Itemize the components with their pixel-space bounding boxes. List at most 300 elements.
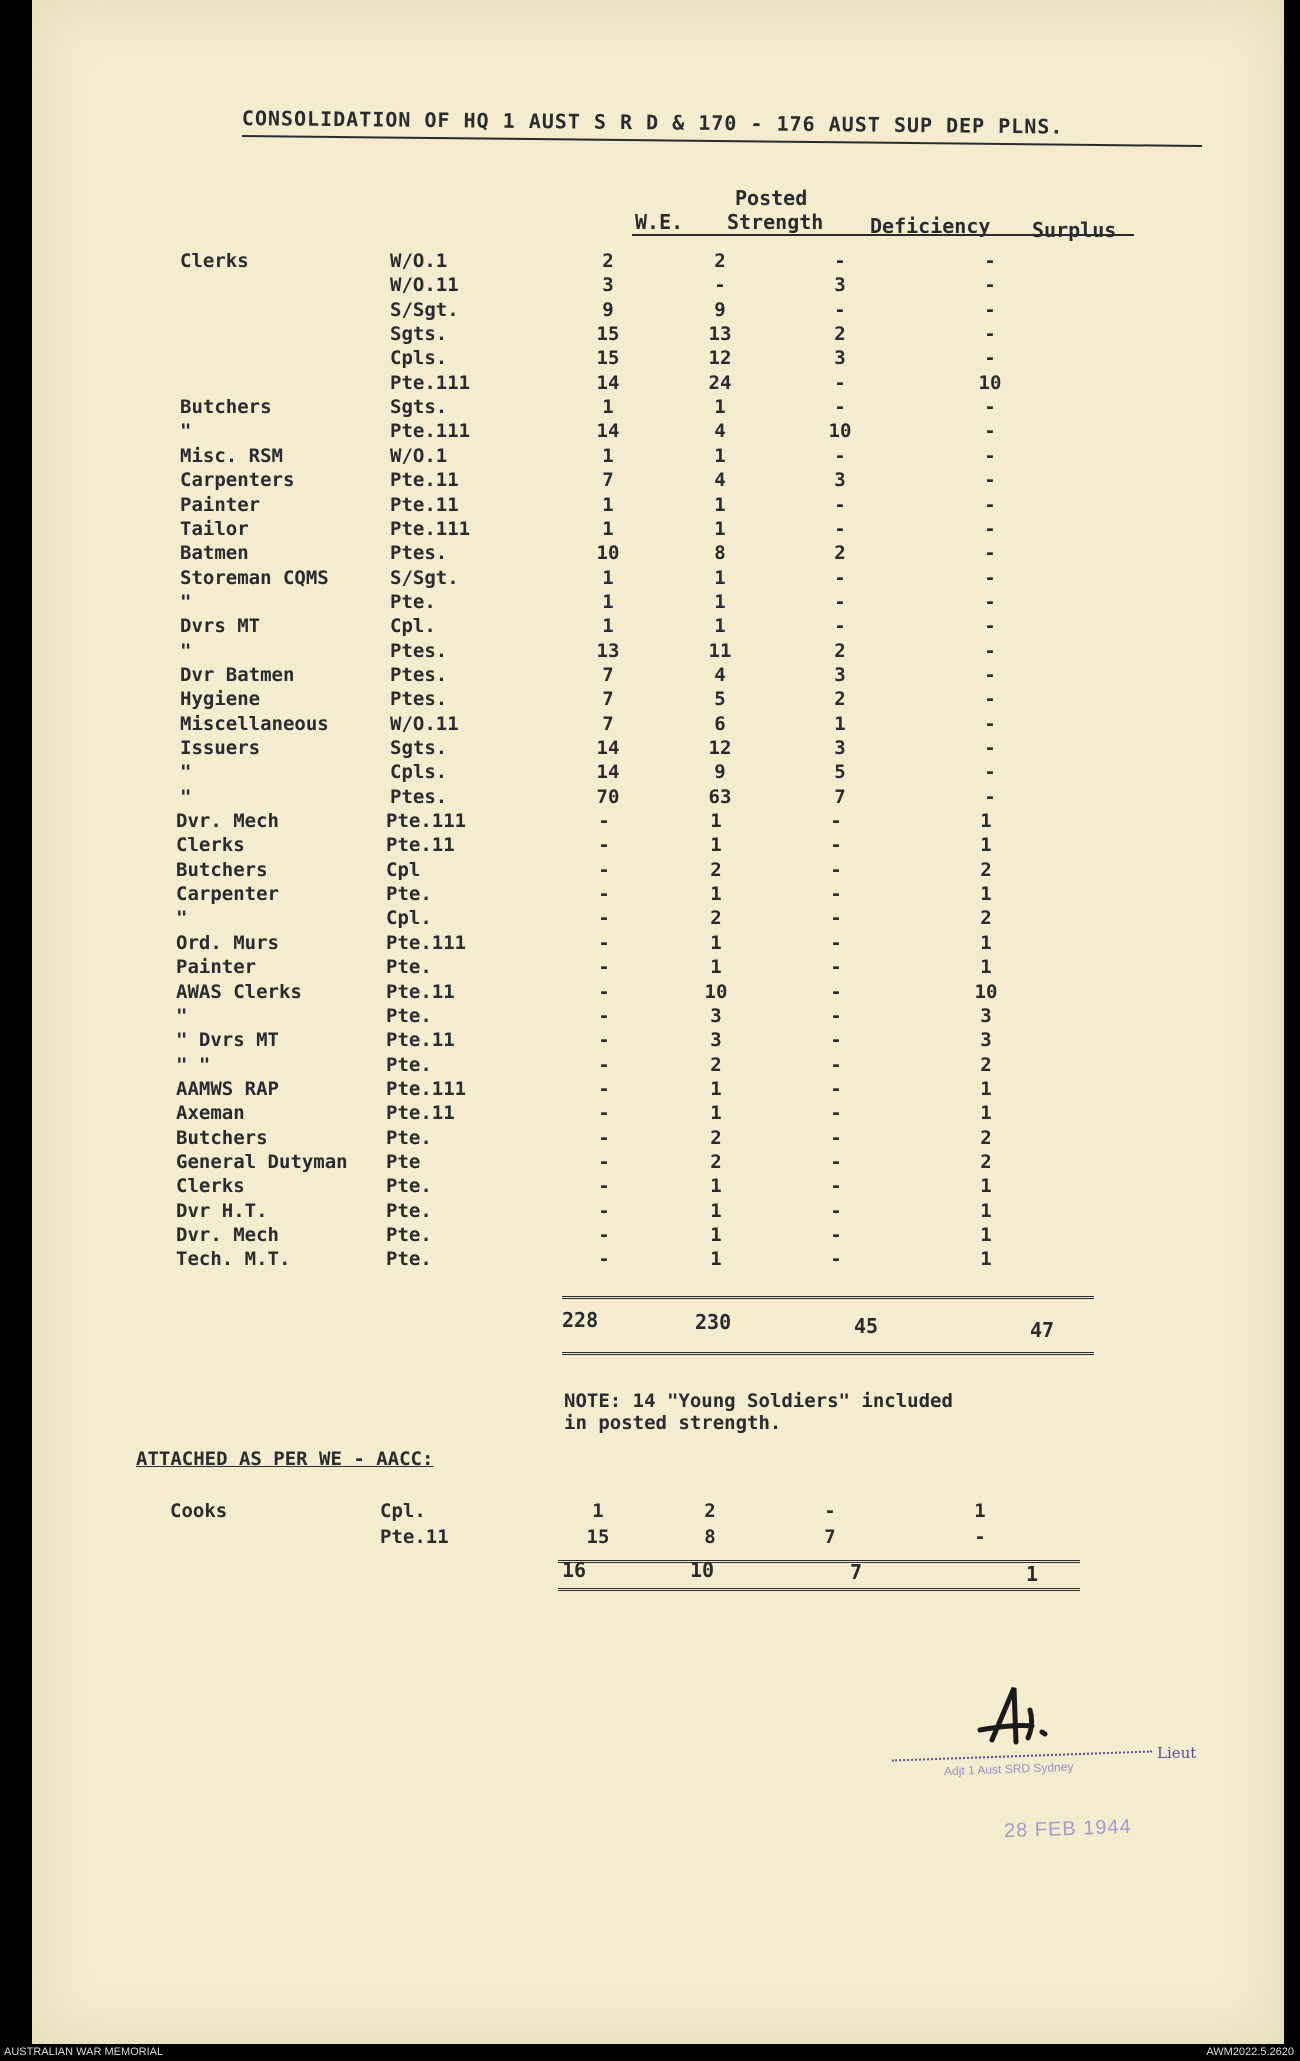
posted-cell: 8 [714,542,726,565]
posted-cell: 1 [710,883,722,906]
we-cell: - [598,1126,610,1149]
role-cell: Tailor [180,517,249,540]
we-cell: - [598,1102,610,1125]
role-cell: " Dvrs MT [176,1029,279,1052]
table-row [180,688,1080,712]
we-cell: 10 [596,542,620,565]
posted-cell: 1 [714,493,726,516]
surplus-cell: 2 [980,907,992,930]
table-row [176,907,1076,931]
we-cell: 9 [602,298,614,321]
role-cell: AAMWS RAP [176,1077,279,1100]
role-cell: Clerks [176,1175,245,1198]
deficiency-cell: - [834,517,846,540]
deficiency-cell: - [830,810,842,833]
table-row [180,786,1080,810]
date-stamp: 28 FEB 1944 [1003,1815,1133,1843]
deficiency-cell: - [830,980,842,1003]
posted-cell: 1 [710,1175,722,1198]
rank-cell: Pte. [386,1224,432,1246]
deficiency-cell: 3 [834,737,846,759]
we-cell: 14 [596,371,620,394]
surplus-cell: 10 [974,980,998,1003]
column-header-deficiency: Deficiency [870,214,991,238]
role-cell: Carpenters [180,469,295,492]
surplus-cell: - [974,1526,986,1548]
surplus-cell: - [984,761,996,784]
role-cell: Issuers [180,737,261,759]
role-cell: Dvrs MT [180,615,261,638]
rank-cell: Pte.11 [386,1102,455,1125]
surplus-cell: 1 [980,1248,992,1271]
table-row [180,615,1080,639]
table-row [180,737,1080,761]
surplus-cell: 1 [980,834,992,857]
we-cell: 1 [602,566,614,589]
role-cell: AWAS Clerks [176,980,302,1003]
attached-heading: ATTACHED AS PER WE - AACC: [136,1448,434,1470]
surplus-cell: 1 [980,1102,992,1125]
we-cell: 15 [596,347,620,370]
footer-right: AWM2022.5.2620 [1206,2046,1294,2058]
deficiency-cell: - [834,298,846,321]
rank-cell: S/Sgt. [390,566,459,589]
surplus-cell: 3 [980,1029,992,1052]
totals-rule-top [562,1296,1094,1299]
table-row [180,445,1080,469]
rank-cell: Pte. [386,1053,432,1076]
surplus-cell: 2 [980,858,992,881]
deficiency-cell: - [830,1004,842,1027]
table-row [176,956,1076,980]
deficiency-cell: 3 [834,274,846,297]
attached-row [170,1500,1070,1524]
posted-cell: 4 [714,663,726,686]
table-row [180,396,1080,420]
deficiency-cell: 2 [834,688,846,711]
we-cell: 1 [602,396,614,419]
deficiency-cell: 5 [834,761,846,784]
posted-cell: 2 [710,858,722,881]
deficiency-cell: - [834,250,846,272]
posted-cell: 1 [714,517,726,540]
deficiency-cell: - [834,444,846,467]
posted-cell: 1 [710,931,722,954]
rank-cell: Pte.111 [386,1077,467,1100]
we-cell: - [598,810,610,833]
table-row [180,567,1080,591]
posted-cell: 1 [710,1077,722,1100]
surplus-cell: 1 [980,1077,992,1100]
surplus-cell: 3 [980,1004,992,1027]
footer-left: AUSTRALIAN WAR MEMORIAL [4,2046,164,2058]
surplus-cell: - [984,298,996,321]
column-header-we: W.E. [635,210,684,234]
deficiency-cell: - [830,883,842,906]
table-row [180,713,1080,737]
we-cell: - [598,1004,610,1027]
posted-cell: 5 [714,688,726,711]
deficiency-cell: - [830,1224,842,1246]
role-cell: " " [176,1053,211,1076]
total-posted: 230 [695,1310,732,1334]
handwritten-signature [972,1680,1072,1760]
deficiency-cell: - [830,1248,842,1271]
deficiency-cell: - [830,1077,842,1100]
surplus-cell: 2 [980,1053,992,1076]
table-row [180,274,1080,298]
role-cell: Storeman CQMS [180,566,329,589]
role-cell: Dvr. Mech [176,1224,279,1246]
we-cell: 1 [602,615,614,638]
document-title: CONSOLIDATION OF HQ 1 AUST S R D & 170 - 176 AUST SUP DEP PLNS. [241,106,1064,139]
rank-cell: Ptes. [390,688,448,711]
rank-cell: Pte. [390,590,436,613]
table-row [176,1224,1076,1248]
role-cell: Tech. M.T. [176,1248,291,1271]
we-cell: - [598,980,610,1003]
posted-cell: 12 [708,737,732,759]
table-row [180,420,1080,444]
rank-cell: Pte. [386,956,432,979]
attached-rule-top [558,1560,1080,1563]
table-row [180,542,1080,566]
table-row [176,1005,1076,1029]
role-cell: Miscellaneous [180,712,329,735]
we-cell: - [598,1199,610,1222]
surplus-cell: - [984,517,996,540]
rank-cell: Pte.11 [386,834,455,857]
surplus-cell: 10 [978,371,1002,394]
role-cell: Misc. RSM [180,444,283,467]
we-cell: 15 [596,323,620,346]
posted-cell: 2 [710,1126,722,1149]
column-header-surplus: Surplus [1032,218,1117,242]
posted-cell: 2 [710,1150,722,1173]
surplus-cell: 1 [980,810,992,833]
role-cell: Dvr. Mech [176,810,279,833]
rank-cell: Pte.11 [386,1029,455,1052]
surplus-cell: - [984,542,996,565]
rank-cell: Cpl. [386,907,432,930]
surplus-cell: - [984,737,996,759]
posted-cell: 1 [710,1224,722,1246]
posted-cell: 3 [710,1004,722,1027]
we-cell: 7 [602,688,614,711]
surplus-cell: 2 [980,1126,992,1149]
table-row [176,981,1076,1005]
posted-cell: 4 [714,469,726,492]
deficiency-cell: - [830,1102,842,1125]
we-cell: 14 [596,737,620,759]
role-cell: Batmen [180,542,249,565]
table-row [176,859,1076,883]
surplus-cell: - [984,639,996,662]
table-row [176,932,1076,956]
deficiency-cell: 2 [834,323,846,346]
table-row [176,834,1076,858]
rank-cell: Cpls. [390,347,448,370]
deficiency-cell: - [830,834,842,857]
we-cell: 70 [596,785,620,808]
posted-cell: 1 [714,396,726,419]
posted-cell: 1 [710,810,722,833]
surplus-cell: 2 [980,1150,992,1173]
we-cell: - [598,1053,610,1076]
deficiency-cell: - [830,1150,842,1173]
deficiency-cell: - [834,615,846,638]
note-text: NOTE: 14 "Young Soldiers" included in posted strength. [564,1390,953,1434]
we-cell: 7 [602,663,614,686]
deficiency-cell: 3 [834,663,846,686]
posted-cell: 1 [714,566,726,589]
posted-cell: 6 [714,712,726,735]
surplus-cell: 1 [980,956,992,979]
we-cell: 1 [602,590,614,613]
deficiency-cell: 10 [828,420,852,443]
role-cell: General Dutyman [176,1150,348,1173]
we-cell: - [598,1029,610,1052]
rank-cell: Sgts. [390,323,448,346]
role-cell: Painter [180,493,261,516]
deficiency-cell: 7 [824,1526,836,1548]
we-cell: 7 [602,712,614,735]
rank-cell: Pte. [386,1175,432,1198]
we-cell: - [598,1150,610,1173]
header-underline [632,234,1134,236]
deficiency-cell: 3 [834,469,846,492]
totals-rule-bottom [562,1352,1094,1355]
surplus-cell: - [984,250,996,272]
surplus-cell: - [984,274,996,297]
we-cell: 2 [602,250,614,272]
surplus-cell: - [984,688,996,711]
posted-cell: - [714,274,726,297]
deficiency-cell: - [830,858,842,881]
posted-cell: 3 [710,1029,722,1052]
rank-cell: W/O.11 [390,712,459,735]
rank-cell: Pte. [386,1199,432,1222]
attached-total-posted: 10 [690,1558,715,1582]
rank-cell: Sgts. [390,737,448,759]
role-cell: " [180,639,192,662]
deficiency-cell: - [830,956,842,979]
table-row [176,1248,1076,1272]
deficiency-cell: 3 [834,347,846,370]
surplus-cell: - [984,663,996,686]
deficiency-cell: 7 [834,785,846,808]
total-surplus: 47 [1030,1318,1055,1342]
role-cell: " [180,785,192,808]
table-row [180,469,1080,493]
table-row [180,323,1080,347]
posted-cell: 1 [710,1199,722,1222]
table-row [180,591,1080,615]
posted-cell: 4 [714,420,726,443]
posted-cell: 63 [708,785,732,808]
rank-cell: Cpl. [380,1500,426,1522]
document-page [32,0,1284,2044]
rank-cell: Ptes. [390,785,448,808]
surplus-cell: - [984,444,996,467]
table-row [176,810,1076,834]
role-cell: " [180,420,192,443]
posted-cell: 9 [714,298,726,321]
rank-cell: Pte.111 [386,931,467,954]
rank-cell: Pte. [386,1248,432,1271]
table-row [180,761,1080,785]
deficiency-cell: - [830,1199,842,1222]
posted-cell: 2 [710,1053,722,1076]
total-we: 228 [562,1308,599,1332]
table-row [180,518,1080,542]
deficiency-cell: - [830,1175,842,1198]
rank-cell: Pte. [386,883,432,906]
table-row [180,372,1080,396]
role-cell: " [180,590,192,613]
posted-cell: 24 [708,371,732,394]
deficiency-cell: - [830,1126,842,1149]
we-cell: - [598,1224,610,1246]
posted-cell: 2 [714,250,726,272]
table-row [176,1078,1076,1102]
rank-cell: W/O.11 [390,274,459,297]
we-cell: - [598,907,610,930]
signature-appointment: Adjt 1 Aust SRD Sydney [943,1759,1074,1779]
rank-cell: Ptes. [390,542,448,565]
table-row [180,494,1080,518]
posted-cell: 1 [714,590,726,613]
rank-cell: Pte.11 [390,469,459,492]
role-cell: " [180,761,192,784]
rank-cell: S/Sgt. [390,298,459,321]
surplus-cell: - [984,347,996,370]
we-cell: - [598,931,610,954]
rank-cell: Cpls. [390,761,448,784]
we-cell: 14 [596,761,620,784]
rank-cell: Pte.111 [390,371,471,394]
posted-cell: 1 [714,444,726,467]
table-row [180,347,1080,371]
rank-cell: Pte. [386,1004,432,1027]
role-cell: Clerks [176,834,245,857]
role-cell: Butchers [176,858,268,881]
role-cell: Painter [176,956,257,979]
surplus-cell: 1 [980,883,992,906]
table-row [176,1151,1076,1175]
we-cell: 7 [602,469,614,492]
posted-cell: 9 [714,761,726,784]
role-cell: Clerks [180,250,249,272]
surplus-cell: - [984,323,996,346]
role-cell: Cooks [170,1500,228,1522]
surplus-cell: - [984,615,996,638]
posted-cell: 2 [704,1500,716,1522]
rank-cell: W/O.1 [390,250,448,272]
role-cell: Hygiene [180,688,261,711]
rank-cell: Ptes. [390,639,448,662]
rank-cell: Pte.111 [386,810,467,833]
posted-cell: 8 [704,1526,716,1548]
attached-total-surplus: 1 [1026,1562,1039,1586]
role-cell: Ord. Murs [176,931,279,954]
table-row [176,1175,1076,1199]
attached-total-we: 16 [562,1558,587,1582]
we-cell: - [598,834,610,857]
attached-total-deficiency: 7 [850,1560,863,1584]
total-deficiency: 45 [854,1314,879,1338]
role-cell: Butchers [176,1126,268,1149]
posted-cell: 2 [710,907,722,930]
table-row [176,1127,1076,1151]
we-cell: - [598,1175,610,1198]
we-cell: 1 [602,444,614,467]
we-cell: 13 [596,639,620,662]
signature-rank: Lieut [1157,1744,1197,1762]
surplus-cell: 1 [974,1500,986,1522]
posted-cell: 1 [710,956,722,979]
we-cell: 1 [602,493,614,516]
table-row [176,1102,1076,1126]
rank-cell: Pte. [386,1126,432,1149]
rank-cell: Pte.111 [390,420,471,443]
table-row [180,664,1080,688]
posted-cell: 1 [710,834,722,857]
surplus-cell: - [984,712,996,735]
surplus-cell: 1 [980,1224,992,1246]
table-row [176,1029,1076,1053]
rank-cell: Sgts. [390,396,448,419]
surplus-cell: - [984,590,996,613]
we-cell: 1 [592,1500,604,1522]
rank-cell: Pte [386,1150,421,1173]
deficiency-cell: - [834,371,846,394]
role-cell: " [176,1004,188,1027]
surplus-cell: - [984,396,996,419]
role-cell: Dvr H.T. [176,1199,268,1222]
table-row [176,1054,1076,1078]
role-cell: Axeman [176,1102,245,1125]
table-row [176,1200,1076,1224]
attached-row [170,1526,1070,1550]
rank-cell: W/O.1 [390,444,448,467]
posted-cell: 13 [708,323,732,346]
we-cell: - [598,858,610,881]
table-row [176,883,1076,907]
rank-cell: Pte.11 [380,1526,449,1548]
deficiency-cell: - [830,907,842,930]
table-row [180,250,1080,274]
we-cell: 14 [596,420,620,443]
deficiency-cell: - [834,396,846,419]
rank-cell: Ptes. [390,663,448,686]
deficiency-cell: 2 [834,542,846,565]
posted-cell: 12 [708,347,732,370]
we-cell: - [598,883,610,906]
deficiency-cell: - [830,931,842,954]
deficiency-cell: - [834,566,846,589]
attached-rule-bottom [558,1588,1080,1591]
surplus-cell: - [984,493,996,516]
rank-cell: Pte.11 [386,980,455,1003]
surplus-cell: 1 [980,931,992,954]
deficiency-cell: - [824,1500,836,1522]
surplus-cell: 1 [980,1175,992,1198]
column-header-posted-line1: Posted [735,186,808,210]
posted-cell: 1 [714,615,726,638]
we-cell: 1 [602,517,614,540]
surplus-cell: - [984,420,996,443]
